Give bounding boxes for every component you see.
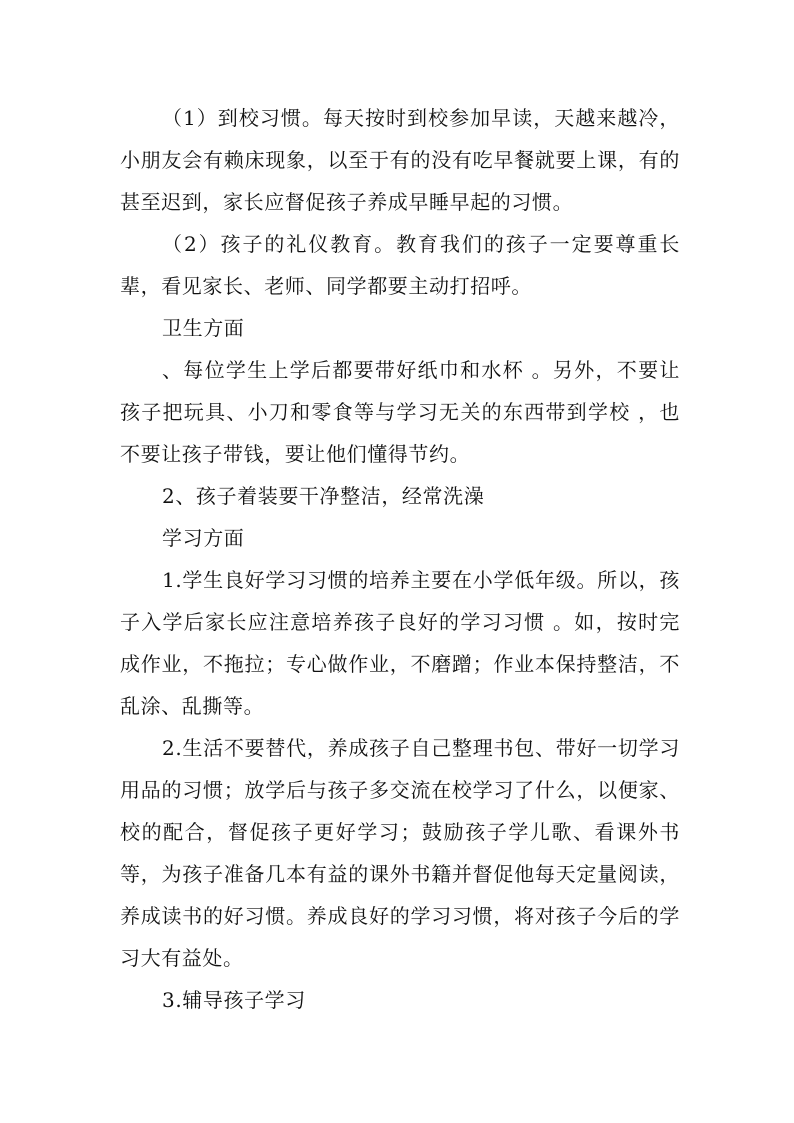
- paragraph-clothing: 2、孩子着装要干净整洁，经常洗澡: [162, 484, 485, 508]
- heading-hygiene: 卫生方面: [162, 316, 245, 340]
- paragraph-etiquette: （2）孩子的礼仪教育。教育我们的孩子一定要尊重长辈，看见家长、老师、同学都要主动打招呼。: [120, 232, 680, 298]
- paragraph-school-arrival: （1）到校习惯。每天按时到校参加早读，天越来越冷，小朋友会有赖床现象，以至于有的没有吃早餐就要上课，有的甚至迟到，家长应督促孩子养成早睡早起的习惯。: [120, 106, 680, 214]
- paragraph-tutoring: 3.辅导孩子学习: [162, 988, 306, 1012]
- paragraph-independence: 2.生活不要替代，养成孩子自己整理书包、带好一切学习用品的习惯；放学后与孩子多交流在校学习了什么，以便家、校的配合，督促孩子更好学习；鼓励孩子学儿歌、看课外书等，为孩子准备几本有益的课外书籍并督促他每天定量阅读，养成读书的好习惯。养成良好的学习习惯，将对孩子今后的学习大有益处。: [120, 736, 680, 970]
- document-body: [120, 97, 680, 1021]
- heading-study: 学习方面: [162, 526, 245, 550]
- paragraph-study-habits: 1.学生良好学习习惯的培养主要在小学低年级。所以，孩子入学后家长应注意培养孩子良好的学习习惯 。如，按时完成作业，不拖拉；专心做作业，不磨蹭；作业本保持整洁，不乱涂、乱撕等。: [120, 568, 680, 718]
- paragraph-hygiene-items: 、每位学生上学后都要带好纸巾和水杯 。另外，不要让孩子把玩具、小刀和零食等与学习无关的东西带到学校 ，也不要让孩子带钱，要让他们懂得节约。: [120, 358, 680, 466]
